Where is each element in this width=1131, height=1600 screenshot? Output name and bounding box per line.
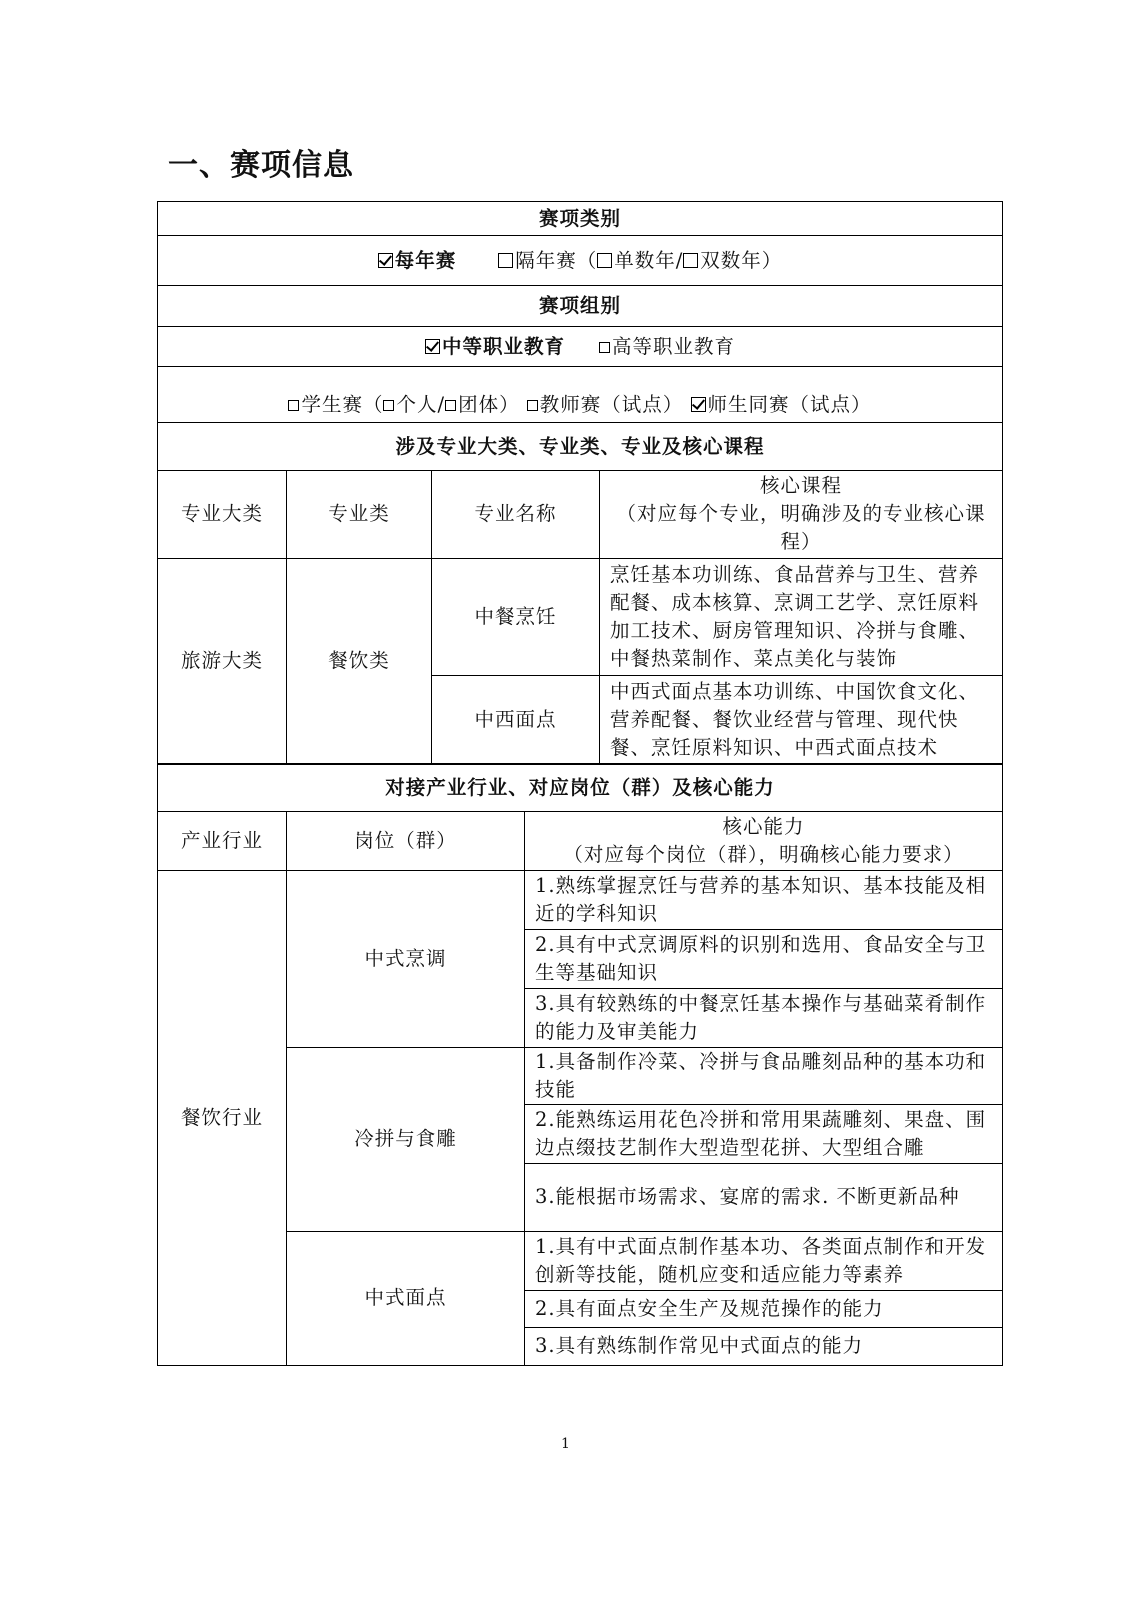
checked-checkbox-icon[interactable]	[691, 397, 706, 412]
ability-cell: 3.能根据市场需求、宴席的需求. 不断更新品种	[525, 1163, 1003, 1231]
post-name-cell: 中式面点	[287, 1231, 525, 1365]
checkbox-icon[interactable]	[498, 253, 513, 268]
teacher-option: 教师赛（试点）	[539, 393, 684, 416]
even-year-option: 双数年）	[700, 248, 783, 272]
col-core-courses	[600, 470, 1003, 558]
ability-cell: 2.能熟练运用花色冷拼和常用果蔬雕刻、果盘、围边点缀技艺制作大型造型花拼、大型组合雕	[525, 1104, 1003, 1163]
checkbox-icon[interactable]	[383, 400, 394, 411]
col-industry: 产业行业	[158, 811, 287, 870]
col-big-class: 专业大类	[158, 470, 287, 558]
col-class: 专业类	[287, 470, 432, 558]
majors-header: 涉及专业大类、专业类、专业及核心课程	[158, 423, 1003, 471]
ability-cell: 1.熟练掌握烹饪与营养的基本知识、基本技能及相近的学科知识	[525, 870, 1003, 929]
industry-header: 对接产业行业、对应岗位（群）及核心能力	[158, 764, 1003, 812]
secondary-option: 中等职业教育	[441, 334, 565, 358]
category-group-table	[157, 201, 1003, 471]
major-name-cell: 中餐烹饪	[432, 558, 600, 675]
page-number: 1	[561, 1436, 570, 1452]
col-core-ability-title: 核心能力	[722, 814, 805, 838]
ability-cell: 1.具有中式面点制作基本功、各类面点制作和开发创新等技能，随机应变和适应能力等素养	[525, 1231, 1003, 1290]
ability-cell: 2.具有面点安全生产及规范操作的能力	[525, 1290, 1003, 1327]
industry-name-cell: 餐饮行业	[158, 870, 287, 1365]
ability-cell: 2.具有中式烹调原料的识别和选用、食品安全与卫生等基础知识	[525, 929, 1003, 988]
higher-option: 高等职业教育	[612, 334, 736, 358]
competition-info-table	[157, 201, 1003, 1366]
major-name-cell: 中西面点	[432, 675, 600, 764]
education-level-options	[158, 327, 1003, 367]
industry-header-table	[157, 763, 1003, 812]
majors-table	[157, 470, 1003, 765]
col-core-courses-note: （对应每个专业，明确涉及的专业核心课程）	[616, 502, 986, 553]
col-post: 岗位（群）	[287, 811, 525, 870]
annual-option: 每年赛	[394, 248, 457, 272]
individual-option: 个人/	[396, 393, 446, 416]
checkbox-icon[interactable]	[445, 400, 456, 411]
post-name-cell: 冷拼与食雕	[287, 1047, 525, 1231]
teacher-student-option: 师生同赛（试点）	[707, 393, 872, 416]
checkbox-icon[interactable]	[597, 253, 612, 268]
checked-checkbox-icon[interactable]	[378, 253, 393, 268]
class-cell: 餐饮类	[287, 558, 432, 764]
big-class-cell: 旅游大类	[158, 558, 287, 764]
post-name-cell: 中式烹调	[287, 870, 525, 1047]
checkbox-icon[interactable]	[527, 400, 538, 411]
core-courses-cell: 烹饪基本功训练、食品营养与卫生、营养配餐、成本核算、烹调工艺学、烹饪原料加工技术、厨房管理知识、冷拼与食雕、中餐热菜制作、菜点美化与装饰	[600, 558, 1003, 675]
team-option: 团体）	[458, 393, 520, 416]
checked-checkbox-icon[interactable]	[425, 339, 440, 354]
category-options	[158, 236, 1003, 286]
col-core-ability-note: （对应每个岗位（群），明确核心能力要求）	[563, 842, 964, 866]
section-title: 一、赛项信息	[168, 148, 354, 183]
group-header: 赛项组别	[158, 286, 1003, 327]
student-option: 学生赛（	[301, 393, 384, 416]
checkbox-icon[interactable]	[599, 342, 610, 353]
participant-options	[158, 367, 1003, 423]
col-core-ability	[525, 811, 1003, 870]
core-courses-cell: 中西式面点基本功训练、中国饮食文化、营养配餐、餐饮业经营与管理、现代快餐、烹饪原料知识、中西式面点技术	[600, 675, 1003, 764]
ability-cell: 3.具有较熟练的中餐烹饪基本操作与基础菜肴制作的能力及审美能力	[525, 988, 1003, 1047]
biennial-option: 隔年赛（	[515, 248, 598, 272]
col-major-name: 专业名称	[432, 470, 600, 558]
ability-cell: 1.具备制作冷菜、冷拼与食品雕刻品种的基本功和技能	[525, 1047, 1003, 1104]
checkbox-icon[interactable]	[683, 253, 698, 268]
odd-year-option: 单数年/	[614, 248, 684, 272]
category-header: 赛项类别	[158, 202, 1003, 236]
col-core-courses-title: 核心课程	[759, 474, 842, 497]
ability-cell: 3.具有熟练制作常见中式面点的能力	[525, 1327, 1003, 1365]
industry-table	[157, 811, 1003, 1366]
checkbox-icon[interactable]	[288, 400, 299, 411]
